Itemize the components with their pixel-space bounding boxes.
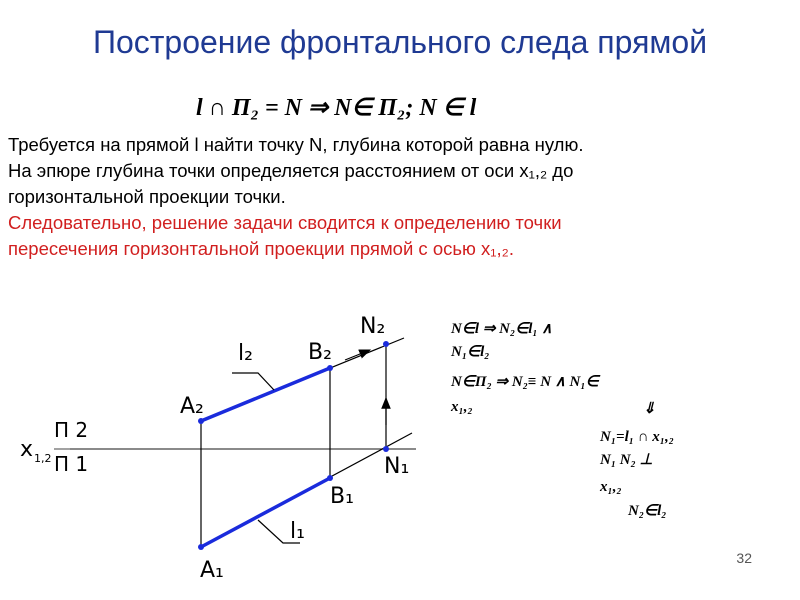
relation-8: N₂∈l₂ (628, 503, 667, 519)
relation-2: N₁∈l₂ (451, 344, 490, 360)
label-plane-pi2: Π 2 (54, 418, 89, 442)
label-l1: l₁ (290, 519, 305, 544)
relation-5: N₁=l₁ ∩ x₁,₂ (600, 429, 674, 445)
text-line-1: Требуется на прямой l найти точку N, глубина которой равна нулю. (8, 134, 584, 155)
label-axis-x: x (20, 437, 34, 462)
segment-A1B1 (201, 478, 330, 547)
relation-4: x₁,₂ (451, 399, 473, 415)
slide-title: Построение фронтального следа прямой (92, 24, 708, 60)
label-N2: N₂ (360, 314, 386, 339)
point-B1 (327, 475, 333, 481)
relation-1: N∈l ⇒ N₂∈l₁ ∧ (451, 321, 553, 337)
text-red-line-2: пересечения горизонтальной проекции прямой с осью x₁,₂. (8, 238, 514, 259)
relation-3: N∈Π₂ ⇒ N₂≡ N ∧ N₁∈ (451, 374, 599, 390)
point-N1 (383, 446, 389, 452)
point-A1 (198, 544, 204, 550)
segment-A2B2 (201, 368, 330, 421)
label-l2: l₂ (238, 341, 253, 366)
label-B1: B₁ (330, 484, 354, 509)
label-A2: A₂ (180, 394, 204, 419)
label-B2: B₂ (308, 340, 332, 365)
relation-6: N₁ N₂ ⊥ (600, 452, 653, 468)
text-red-line-1: Следовательно, решение задачи сводится к определению точки (8, 212, 562, 233)
point-N2 (383, 341, 389, 347)
main-formula: l ∩ Π₂ = N ⇒ N∈ Π₂; N ∈ l (196, 95, 477, 121)
label-N1: N₁ (384, 454, 410, 479)
page-number: 32 (736, 550, 752, 566)
relation-7: x₁,₂ (600, 479, 622, 495)
text-line-2: На эпюре глубина точки определяется расстоянием от оси x₁,₂ до (8, 160, 574, 181)
label-plane-pi1: Π 1 (54, 452, 89, 476)
label-axis-sub: 1,2 (34, 452, 52, 465)
text-line-3: горизонтальной проекции точки. (8, 186, 286, 207)
arrow-on-l2 (345, 350, 370, 360)
label-A1: A₁ (200, 558, 224, 583)
leader-l2 (232, 373, 274, 390)
relation-implies: ⇓ (643, 401, 656, 417)
point-B2 (327, 365, 333, 371)
